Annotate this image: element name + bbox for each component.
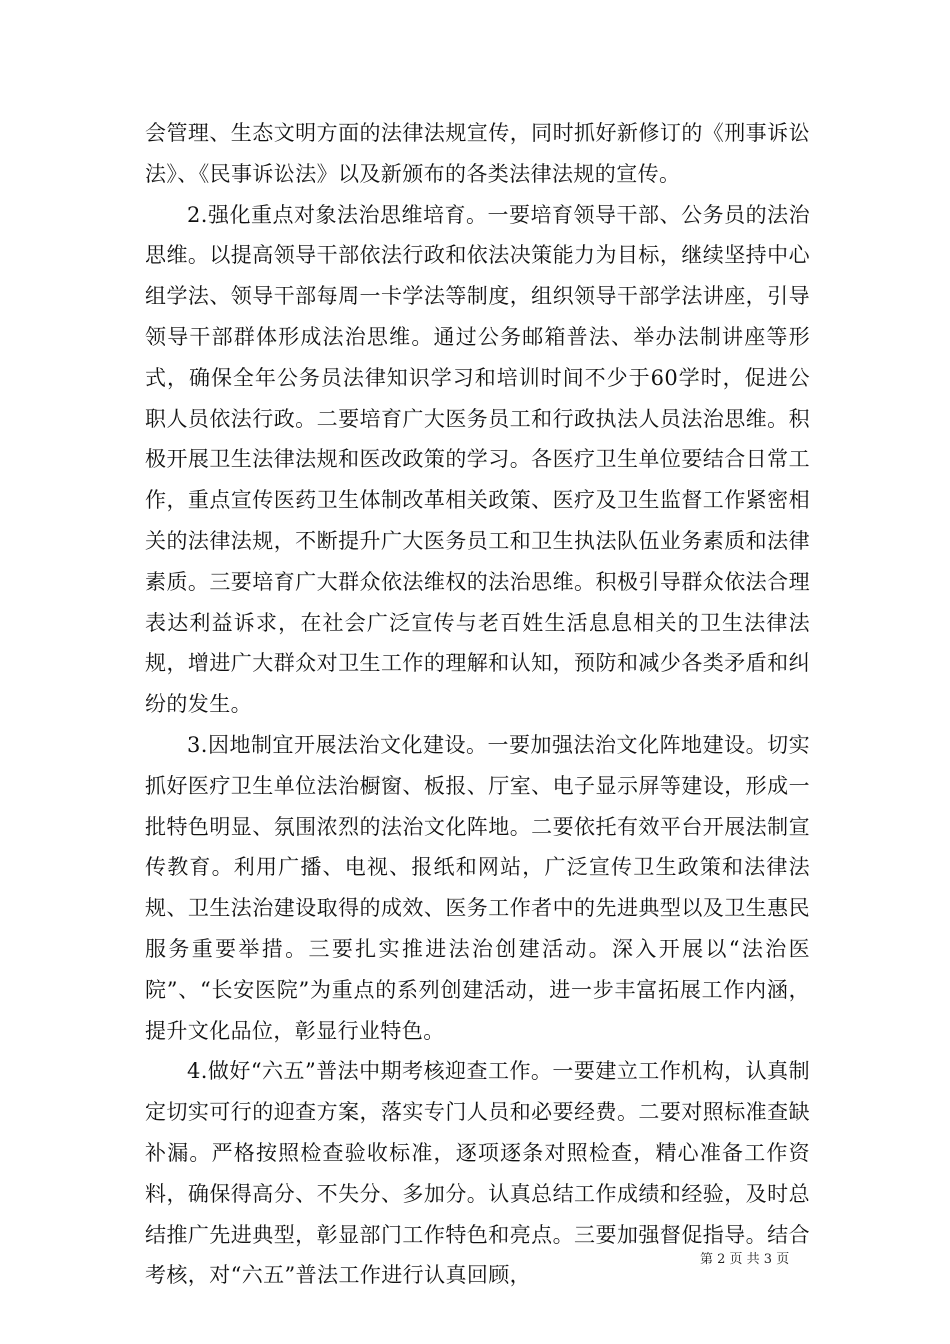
document-body [145,113,810,1296]
page-number-footer: 第 2 页 共 3 页 [700,1252,790,1267]
paragraph-item-4: 4.做好“六五”普法中期考核迎查工作。一要建立工作机构，认真制定切实可行的迎查方案，落实专门人员和必要经费。二要对照标准查缺补漏。严格按照检查验收标准，逐项逐条对照检查，精心准备工作资料，确保得高分、不失分、多加分。认真总结工作成绩和经验，及时总结推广先进典型，彰显部门工作特色和亮点。三要加强督促指导。结合考核，对“六五”普法工作进行认真回顾， [145,1059,810,1288]
paragraph-continuation: 会管理、生态文明方面的法律法规宣传，同时抓好新修订的《刑事诉讼法》、《民事诉讼法》以及新颁布的各类法律法规的宣传。 [145,121,810,186]
paragraph-item-2: 2.强化重点对象法治思维培育。一要培育领导干部、公务员的法治思维。以提高领导干部依法行政和依法决策能力为目标，继续坚持中心组学法、领导干部每周一卡学法等制度，组织领导干部学法讲座，引导领导干部群体形成法治思维。通过公务邮箱普法、举办法制讲座等形式，确保全年公务员法律知识学习和培训时间不少于60学时，促进公职人员依法行政。二要培育广大医务员工和行政执法人员法治思维。积极开展卫生法律法规和医改政策的学习。各医疗卫生单位要结合日常工作，重点宣传医药卫生体制改革相关政策、医疗及卫生监督工作紧密相关的法律法规，不断提升广大医务员工和卫生执法队伍业务素质和法律素质。三要培育广大群众依法维权的法治思维。积极引导群众依法合理表达利益诉求，在社会广泛宣传与老百姓生活息息相关的卫生法律法规，增进广大群众对卫生工作的理解和认知，预防和减少各类矛盾和纠纷的发生。 [145,202,810,717]
paragraph-item-3: 3.因地制宜开展法治文化建设。一要加强法治文化阵地建设。切实抓好医疗卫生单位法治橱窗、板报、厅室、电子显示屏等建设，形成一批特色明显、氛围浓烈的法治文化阵地。二要依托有效平台开展法制宣传教育。利用广播、电视、报纸和网站，广泛宣传卫生政策和法律法规、卫生法治建设取得的成效、医务工作者中的先进典型以及卫生惠民服务重要举措。三要扎实推进法治创建活动。深入开展以“法治医院”、“长安医院”为重点的系列创建活动，进一步丰富拓展工作内涵，提升文化品位，彰显行业特色。 [145,732,810,1043]
